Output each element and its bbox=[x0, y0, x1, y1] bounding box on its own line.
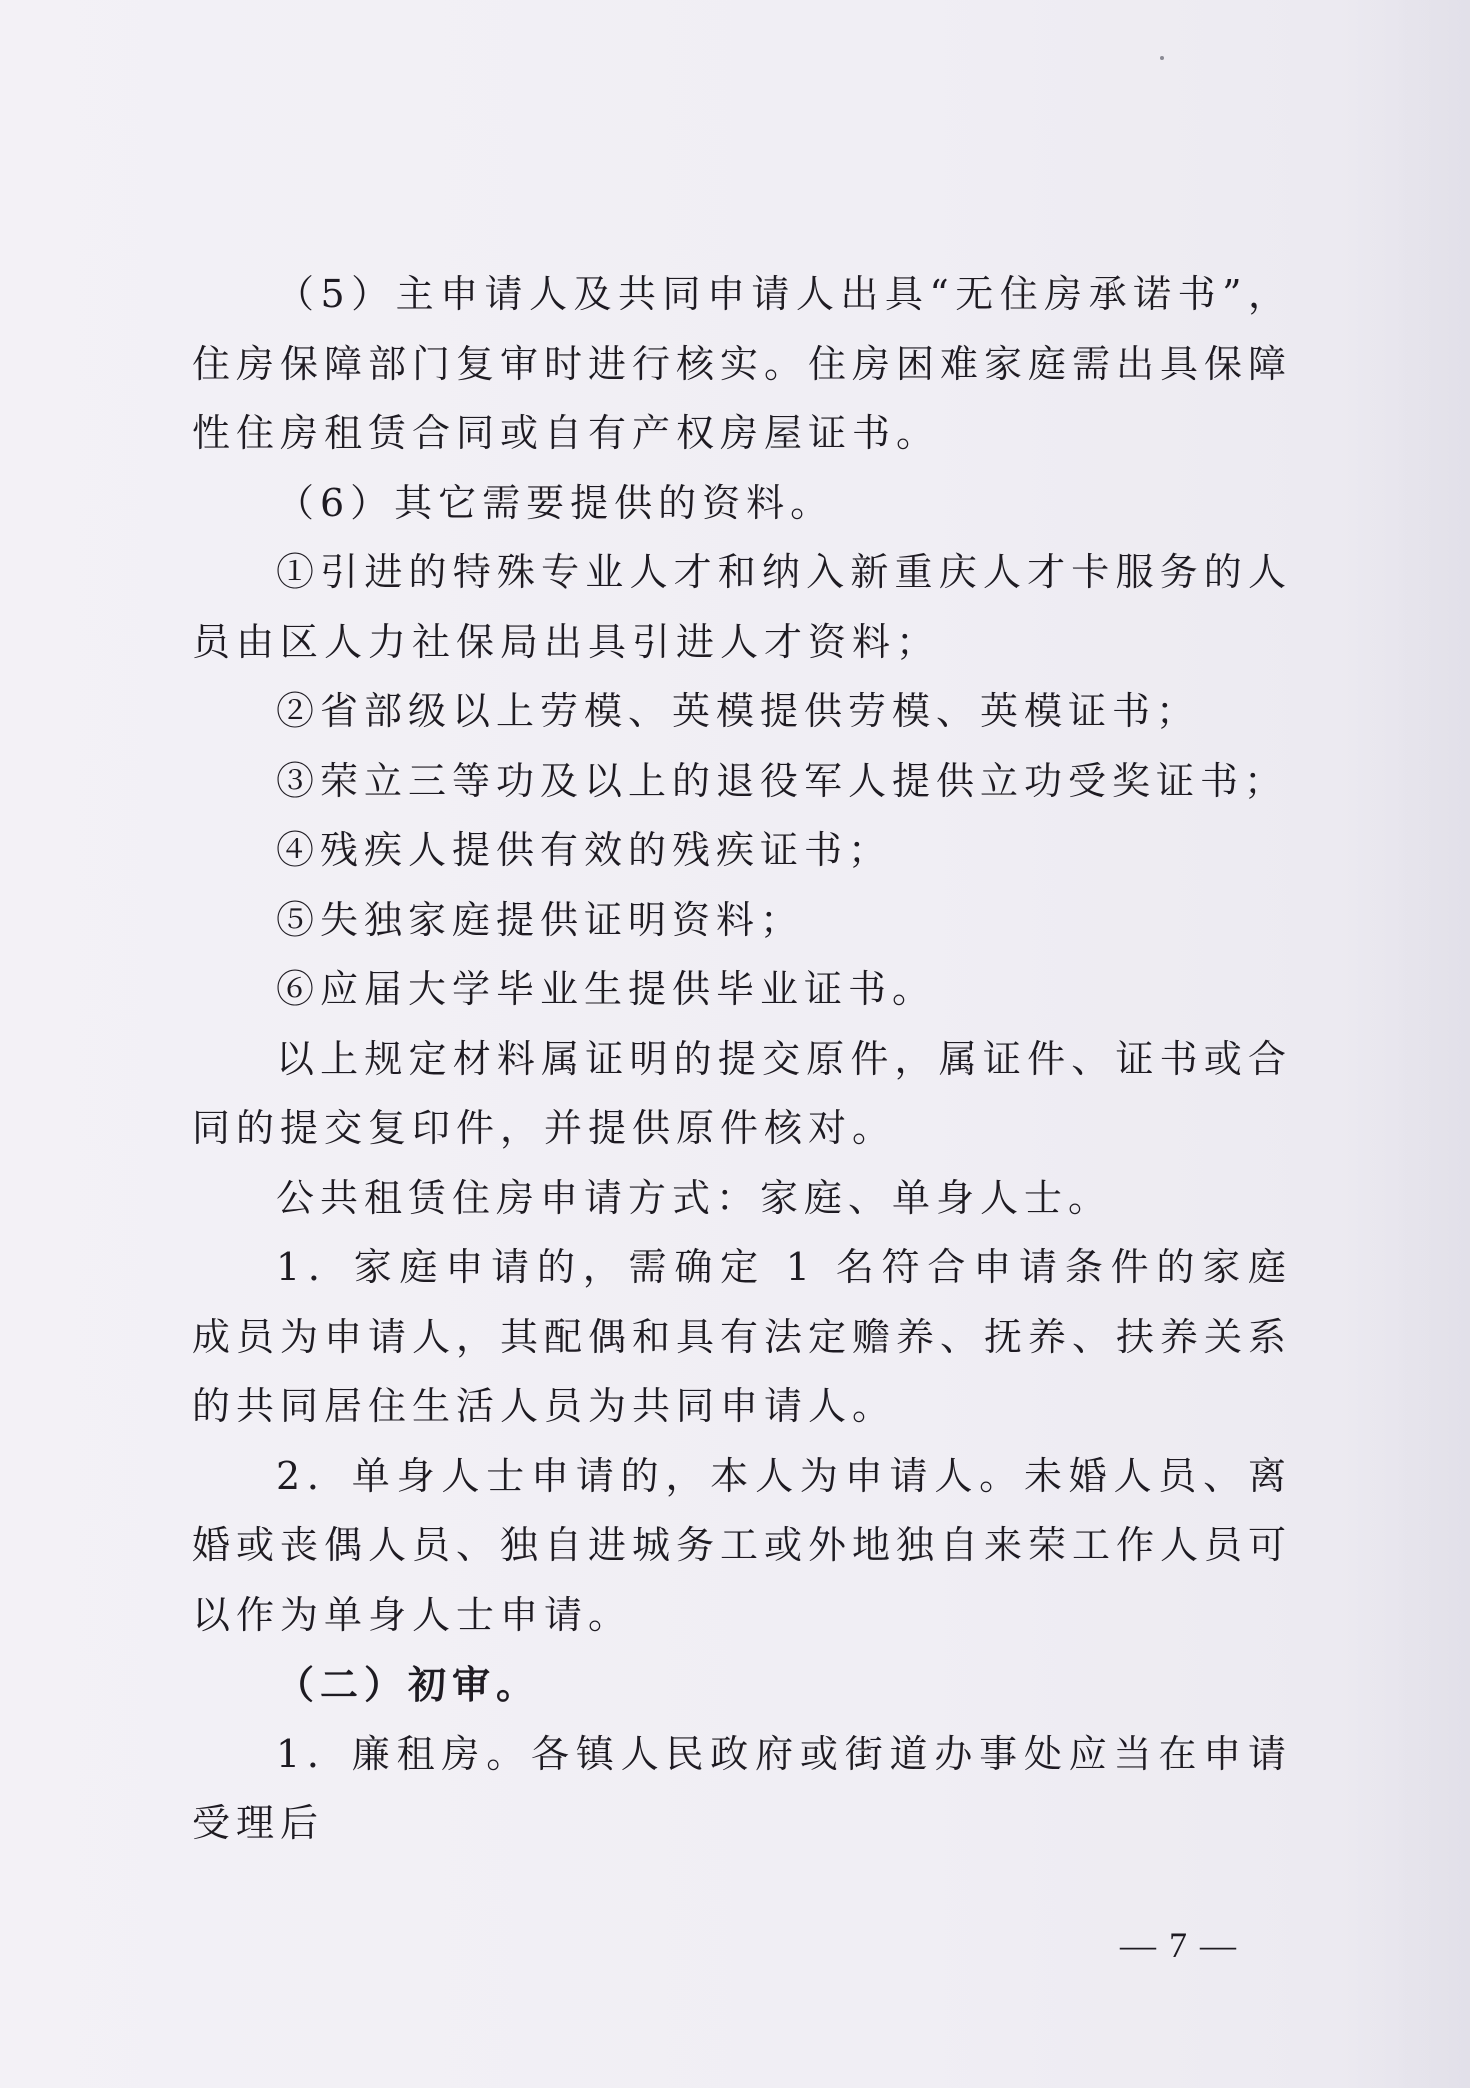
document-body bbox=[192, 260, 1292, 1859]
list-item-talent: ①引进的特殊专业人才和纳入新重庆人才卡服务的人员由区人力社保局出具引进人才资料； bbox=[192, 550, 1292, 664]
scan-edge-shadow bbox=[1340, 0, 1470, 2088]
section-heading-initial-review: （二）初审。 bbox=[276, 1662, 541, 1707]
paragraph-application-method: 公共租赁住房申请方式：家庭、单身人士。 bbox=[276, 1175, 1113, 1220]
scan-speck bbox=[1160, 56, 1164, 60]
paragraph-family-application: 1．家庭申请的，需确定 1 名符合申请条件的家庭成员为申请人，其配偶和具有法定赡养、抚养、扶养关系的共同居住生活人员为共同申请人。 bbox=[192, 1245, 1293, 1428]
paragraph-other-materials: （6）其它需要提供的资料。 bbox=[276, 480, 835, 525]
list-item-veteran: ③荣立三等功及以上的退役军人提供立功受奖证书； bbox=[276, 758, 1289, 803]
paragraph-applicant-declaration: （5）主申请人及共同申请人出具“无住房承诺书”，住房保障部门复审时进行核实。住房困难家庭需出具保障性住房租赁合同或自有产权房屋证书。 bbox=[192, 272, 1293, 455]
list-item-disabled: ④残疾人提供有效的残疾证书； bbox=[276, 828, 893, 872]
list-item-bereaved-family: ⑤失独家庭提供证明资料； bbox=[276, 897, 805, 942]
paragraph-materials-rule: 以上规定材料属证明的提交原件，属证件、证书或合同的提交复印件，并提供原件核对。 bbox=[192, 1036, 1292, 1150]
paragraph-low-rent-housing: 1．廉租房。各镇人民政府或街道办事处应当在申请受理后 bbox=[192, 1731, 1292, 1845]
list-item-graduate: ⑥应届大学毕业生提供毕业证书。 bbox=[276, 967, 937, 1011]
list-item-model-worker: ②省部级以上劳模、英模提供劳模、英模证书； bbox=[276, 689, 1201, 733]
paragraph-single-application: 2．单身人士申请的，本人为申请人。未婚人员、离婚或丧偶人员、独自进城务工或外地独自来荣工作人员可以作为单身人士申请。 bbox=[192, 1453, 1293, 1637]
page-number: — 7 — bbox=[1120, 1925, 1238, 1965]
